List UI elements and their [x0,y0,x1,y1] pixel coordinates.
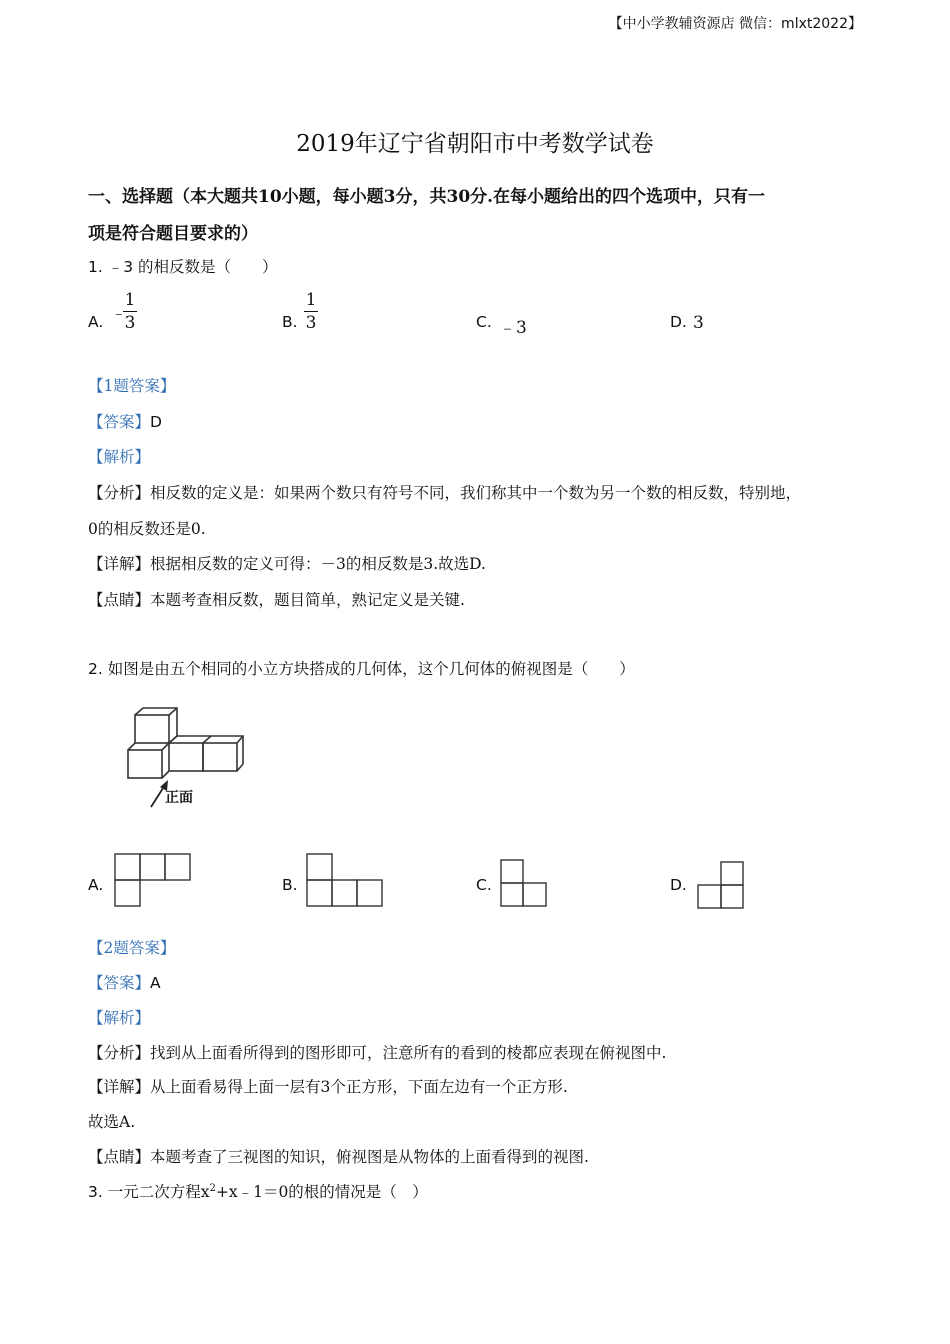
q1-option-d-value: 3 [693,313,704,333]
q1-xiangjie [88,552,486,574]
q2-answer-line [88,971,161,993]
q3-number: 3. [88,1183,103,1201]
answer-tag: 【答案】 [88,413,151,431]
q1-option-c-value: ﹣3 [499,318,527,338]
q2-dianjing [88,1145,589,1167]
q2-option-b-label: B. [282,876,298,894]
q1-fenxi-line2: 0的相反数还是0. [88,520,206,538]
dianjing-tag: 【点睛】 [88,591,151,609]
q1-option-a-fraction [123,290,137,333]
q1-analysis-header: 【解析】 [88,448,151,466]
q2-fenxi [88,1041,666,1063]
q3-stem-pre: 一元二次方程x [107,1183,210,1201]
q1-option-c-label: C. [476,313,492,331]
q1-stem [88,255,278,277]
xiangjie-tag: 【详解】 [88,1078,151,1096]
q1-number: 1. [88,258,103,276]
cube-front-label: 正面 [165,790,193,806]
fraction-bar [304,311,318,312]
q1-dianjing-text: 本题考查相反数，题目简单，熟记定义是关键. [150,591,465,609]
q3-exponent: 2 [209,1182,216,1194]
q1-option-b-label: B. [282,313,298,331]
q1-option-b-numerator: 1 [305,290,317,310]
q1-fenxi [88,481,801,503]
q2-option-c-figure [500,859,556,909]
page-title: 2019年辽宁省朝阳市中考数学试卷 [296,131,654,157]
section-heading-line2: 项是符合题目要求的） [88,224,258,244]
q1-xiangjie-text: 根据相反数的定义可得：－3的相反数是3.故选D. [150,555,486,573]
q1-answer-header: 【1题答案】 [88,377,176,395]
q2-dianjing-text: 本题考查了三视图的知识，俯视图是从物体的上面看得到的视图. [150,1148,589,1166]
q1-option-b-denominator: 3 [305,313,317,333]
q2-guxuan: 故选A. [88,1113,136,1131]
q2-xiangjie [88,1075,568,1097]
q1-negative-three: ﹣3 [107,258,134,276]
q2-option-a-label: A. [88,876,104,894]
q2-option-a-figure [114,853,194,909]
xiangjie-tag: 【详解】 [88,555,151,573]
q2-answer-value: A [150,974,161,992]
q3-stem [88,1180,428,1202]
q2-option-b-figure [306,853,386,909]
q3-stem-post: +x﹣1＝0的根的情况是（ ） [215,1183,428,1201]
q2-option-d-label: D. [670,876,687,894]
q2-answer-header: 【2题答案】 [88,939,176,957]
q2-option-c-label: C. [476,876,492,894]
q2-stem [88,657,635,679]
q1-answer-value: D [150,413,162,431]
q1-option-a-denominator: 3 [124,313,136,333]
fenxi-tag: 【分析】 [88,1044,151,1062]
fenxi-tag: 【分析】 [88,484,151,502]
q1-answer-line [88,410,162,432]
q1-option-b-fraction [304,290,318,333]
q1-option-d-label: D. [670,313,687,331]
q1-option-a-sign: ﹣ [111,304,127,322]
q2-fenxi-text: 找到从上面看所得到的图形即可，注意所有的看到的棱都应表现在俯视图中. [150,1044,667,1062]
q1-option-a-label: A. [88,313,104,331]
q2-analysis-header: 【解析】 [88,1009,151,1027]
q1-dianjing [88,588,465,610]
section-heading-line1: 一、选择题（本大题共10小题，每小题3分，共30分.在每小题给出的四个选项中，只有一 [88,187,766,207]
q1-fenxi-text: 相反数的定义是：如果两个数只有符号不同，我们称其中一个数为另一个数的相反数，特别地， [150,484,802,502]
fraction-bar [123,311,137,312]
answer-tag: 【答案】 [88,974,151,992]
page-header: 【中小学教辅资源店 微信：mlxt2022】 [608,16,862,32]
q2-option-d-figure [697,861,753,911]
q1-option-a-numerator: 1 [124,290,136,310]
q2-stem-text: 如图是由五个相同的小立方块搭成的几何体，这个几何体的俯视图是（ ） [107,660,635,678]
q2-number: 2. [88,660,103,678]
dianjing-tag: 【点睛】 [88,1148,151,1166]
q2-xiangjie-text: 从上面看易得上面一层有3个正方形，下面左边有一个正方形. [150,1078,568,1096]
q1-stem-text: 的相反数是（ ） [138,258,278,276]
